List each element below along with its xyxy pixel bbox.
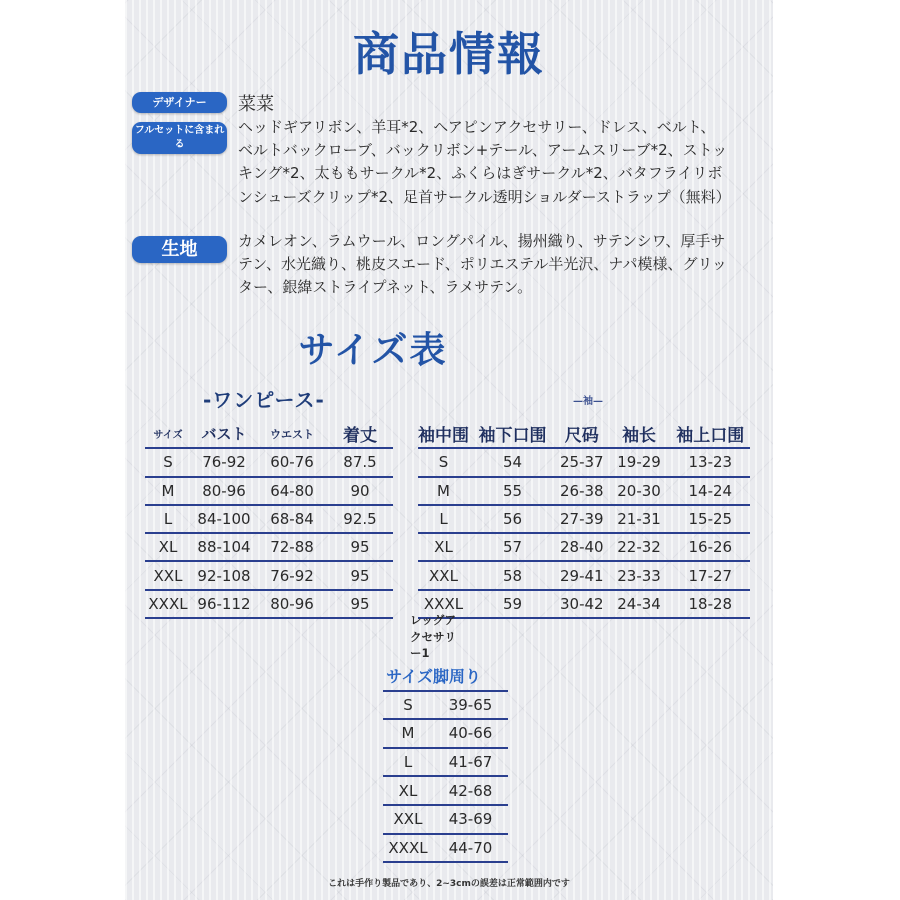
header-sleeve-length: 袖长 (608, 420, 671, 448)
cell-size: L (145, 505, 191, 533)
size-chart-title: サイズ表 (298, 330, 448, 371)
cell-size: XXXL (383, 834, 433, 863)
header-sleeve-center: 袖中围 (418, 420, 469, 448)
cell-bust: 88-104 (191, 533, 257, 561)
cell-size: S (145, 448, 191, 476)
cell-length: 95 (327, 561, 393, 589)
table-row (383, 834, 508, 863)
cell-bust: 80-96 (191, 477, 257, 505)
cell-value: 40-66 (433, 719, 508, 748)
cell-size: XXL (145, 561, 191, 589)
cell-value: 26-38 (556, 477, 608, 505)
cell-bust: 84-100 (191, 505, 257, 533)
sleeve-subtitle: —袖— (573, 396, 603, 407)
cell-size: M (383, 719, 433, 748)
header-size: サイズ (383, 662, 433, 691)
table-row (145, 477, 393, 505)
table-row (418, 533, 750, 561)
cell-value: 16-26 (671, 533, 750, 561)
product-info-title: 商品情報 (353, 27, 545, 81)
cell-size: XL (145, 533, 191, 561)
cell-size: S (418, 448, 469, 476)
table-row (418, 448, 750, 476)
cell-size: XL (418, 533, 469, 561)
fabric-tag: 生地 (132, 236, 227, 263)
cell-value: 24-34 (608, 590, 671, 618)
cell-bust: 76-92 (191, 448, 257, 476)
table-row (383, 805, 508, 834)
cell-value: 29-41 (556, 561, 608, 589)
table-row (383, 719, 508, 748)
cell-size: XL (383, 776, 433, 805)
onepiece-size-table (145, 420, 393, 619)
leg-label-line: ー1 (410, 646, 430, 660)
cell-value: 23-33 (608, 561, 671, 589)
cell-size: XXXL (145, 590, 191, 618)
designer-tag: デザイナー (132, 92, 227, 113)
table-row (418, 561, 750, 589)
cell-value: 39-65 (433, 691, 508, 720)
leg-label-line: レッグア (410, 613, 456, 627)
header-sleeve-top: 袖上口围 (671, 420, 750, 448)
leg-accessory-label (410, 612, 490, 662)
footnote: これは手作り製品であり、2~3cmの誤差は正常範囲内です (328, 879, 570, 889)
header-bust: バスト (191, 420, 257, 448)
cell-bust: 92-108 (191, 561, 257, 589)
cell-length: 92.5 (327, 505, 393, 533)
cell-size: XXL (418, 561, 469, 589)
cell-value: 25-37 (556, 448, 608, 476)
cell-value: 17-27 (671, 561, 750, 589)
cell-waist: 80-96 (257, 590, 327, 618)
cell-value: 56 (469, 505, 556, 533)
cell-value: 44-70 (433, 834, 508, 863)
cell-size: XXXL (418, 590, 469, 618)
cell-value: 58 (469, 561, 556, 589)
header-length: 着丈 (327, 420, 393, 448)
cell-length: 87.5 (327, 448, 393, 476)
table-header-row (383, 662, 508, 691)
cell-length: 95 (327, 533, 393, 561)
header-waist: ウエスト (257, 420, 327, 448)
onepiece-subtitle: -ワンピース- (203, 388, 325, 412)
fullset-contents: ヘッドギアリボン、羊耳*2、ヘアピンアクセサリー、ドレス、ベルト、ベルトバックローブ、バックリボン+テール、アームスリーブ*2、ストッキング*2、太ももサークル*2、ふくらはぎサークル*2、バタフライリボンシューズクリップ*2、足首サークル透明ショルダーストラップ（無料） (238, 118, 731, 206)
cell-waist: 60-76 (257, 448, 327, 476)
table-header-row (145, 420, 393, 448)
sleeve-size-table (418, 420, 750, 619)
cell-value: 30-42 (556, 590, 608, 618)
header-size: 尺码 (556, 420, 608, 448)
product-info-card (125, 0, 773, 900)
cell-value: 43-69 (433, 805, 508, 834)
cell-value: 28-40 (556, 533, 608, 561)
cell-value: 57 (469, 533, 556, 561)
cell-size: M (145, 477, 191, 505)
cell-waist: 76-92 (257, 561, 327, 589)
table-row (383, 776, 508, 805)
leg-size-table (383, 662, 508, 863)
leg-label-line: クセサリ (410, 629, 456, 644)
header-sleeve-cuff: 袖下口围 (469, 420, 556, 448)
table-row (145, 533, 393, 561)
cell-waist: 64-80 (257, 477, 327, 505)
cell-bust: 96-112 (191, 590, 257, 618)
cell-waist: 72-88 (257, 533, 327, 561)
cell-value: 20-30 (608, 477, 671, 505)
cell-value: 41-67 (433, 748, 508, 777)
cell-size: XXL (383, 805, 433, 834)
cell-size: L (418, 505, 469, 533)
cell-waist: 68-84 (257, 505, 327, 533)
cell-size: M (418, 477, 469, 505)
table-row (145, 448, 393, 476)
table-row (418, 477, 750, 505)
cell-value: 27-39 (556, 505, 608, 533)
cell-value: 59 (469, 590, 556, 618)
fabric-list: カメレオン、ラムウール、ロングパイル、揚州織り、サテンシワ、厚手サテン、水光織り、桃皮スエード、ポリエステル半光沢、ナパ模様、グリッター、銀緯ストライプネット、ラメサテン。 (238, 232, 727, 297)
table-row (383, 748, 508, 777)
cell-value: 15-25 (671, 505, 750, 533)
cell-value: 55 (469, 477, 556, 505)
cell-length: 95 (327, 590, 393, 618)
cell-size: S (383, 691, 433, 720)
table-row (145, 505, 393, 533)
table-header-row (418, 420, 750, 448)
cell-value: 22-32 (608, 533, 671, 561)
cell-value: 13-23 (671, 448, 750, 476)
header-leg-circumference: 脚周り (433, 662, 508, 691)
fullset-tag: フルセットに含まれる (132, 122, 227, 154)
cell-size: L (383, 748, 433, 777)
cell-length: 90 (327, 477, 393, 505)
cell-value: 21-31 (608, 505, 671, 533)
cell-value: 19-29 (608, 448, 671, 476)
table-row (383, 691, 508, 720)
table-row (418, 505, 750, 533)
cell-value: 18-28 (671, 590, 750, 618)
cell-value: 14-24 (671, 477, 750, 505)
cell-value: 54 (469, 448, 556, 476)
table-row (145, 561, 393, 589)
table-row (145, 590, 393, 618)
header-size: サイズ (145, 420, 191, 448)
cell-value: 42-68 (433, 776, 508, 805)
designer-name: 菜菜 (238, 94, 274, 115)
